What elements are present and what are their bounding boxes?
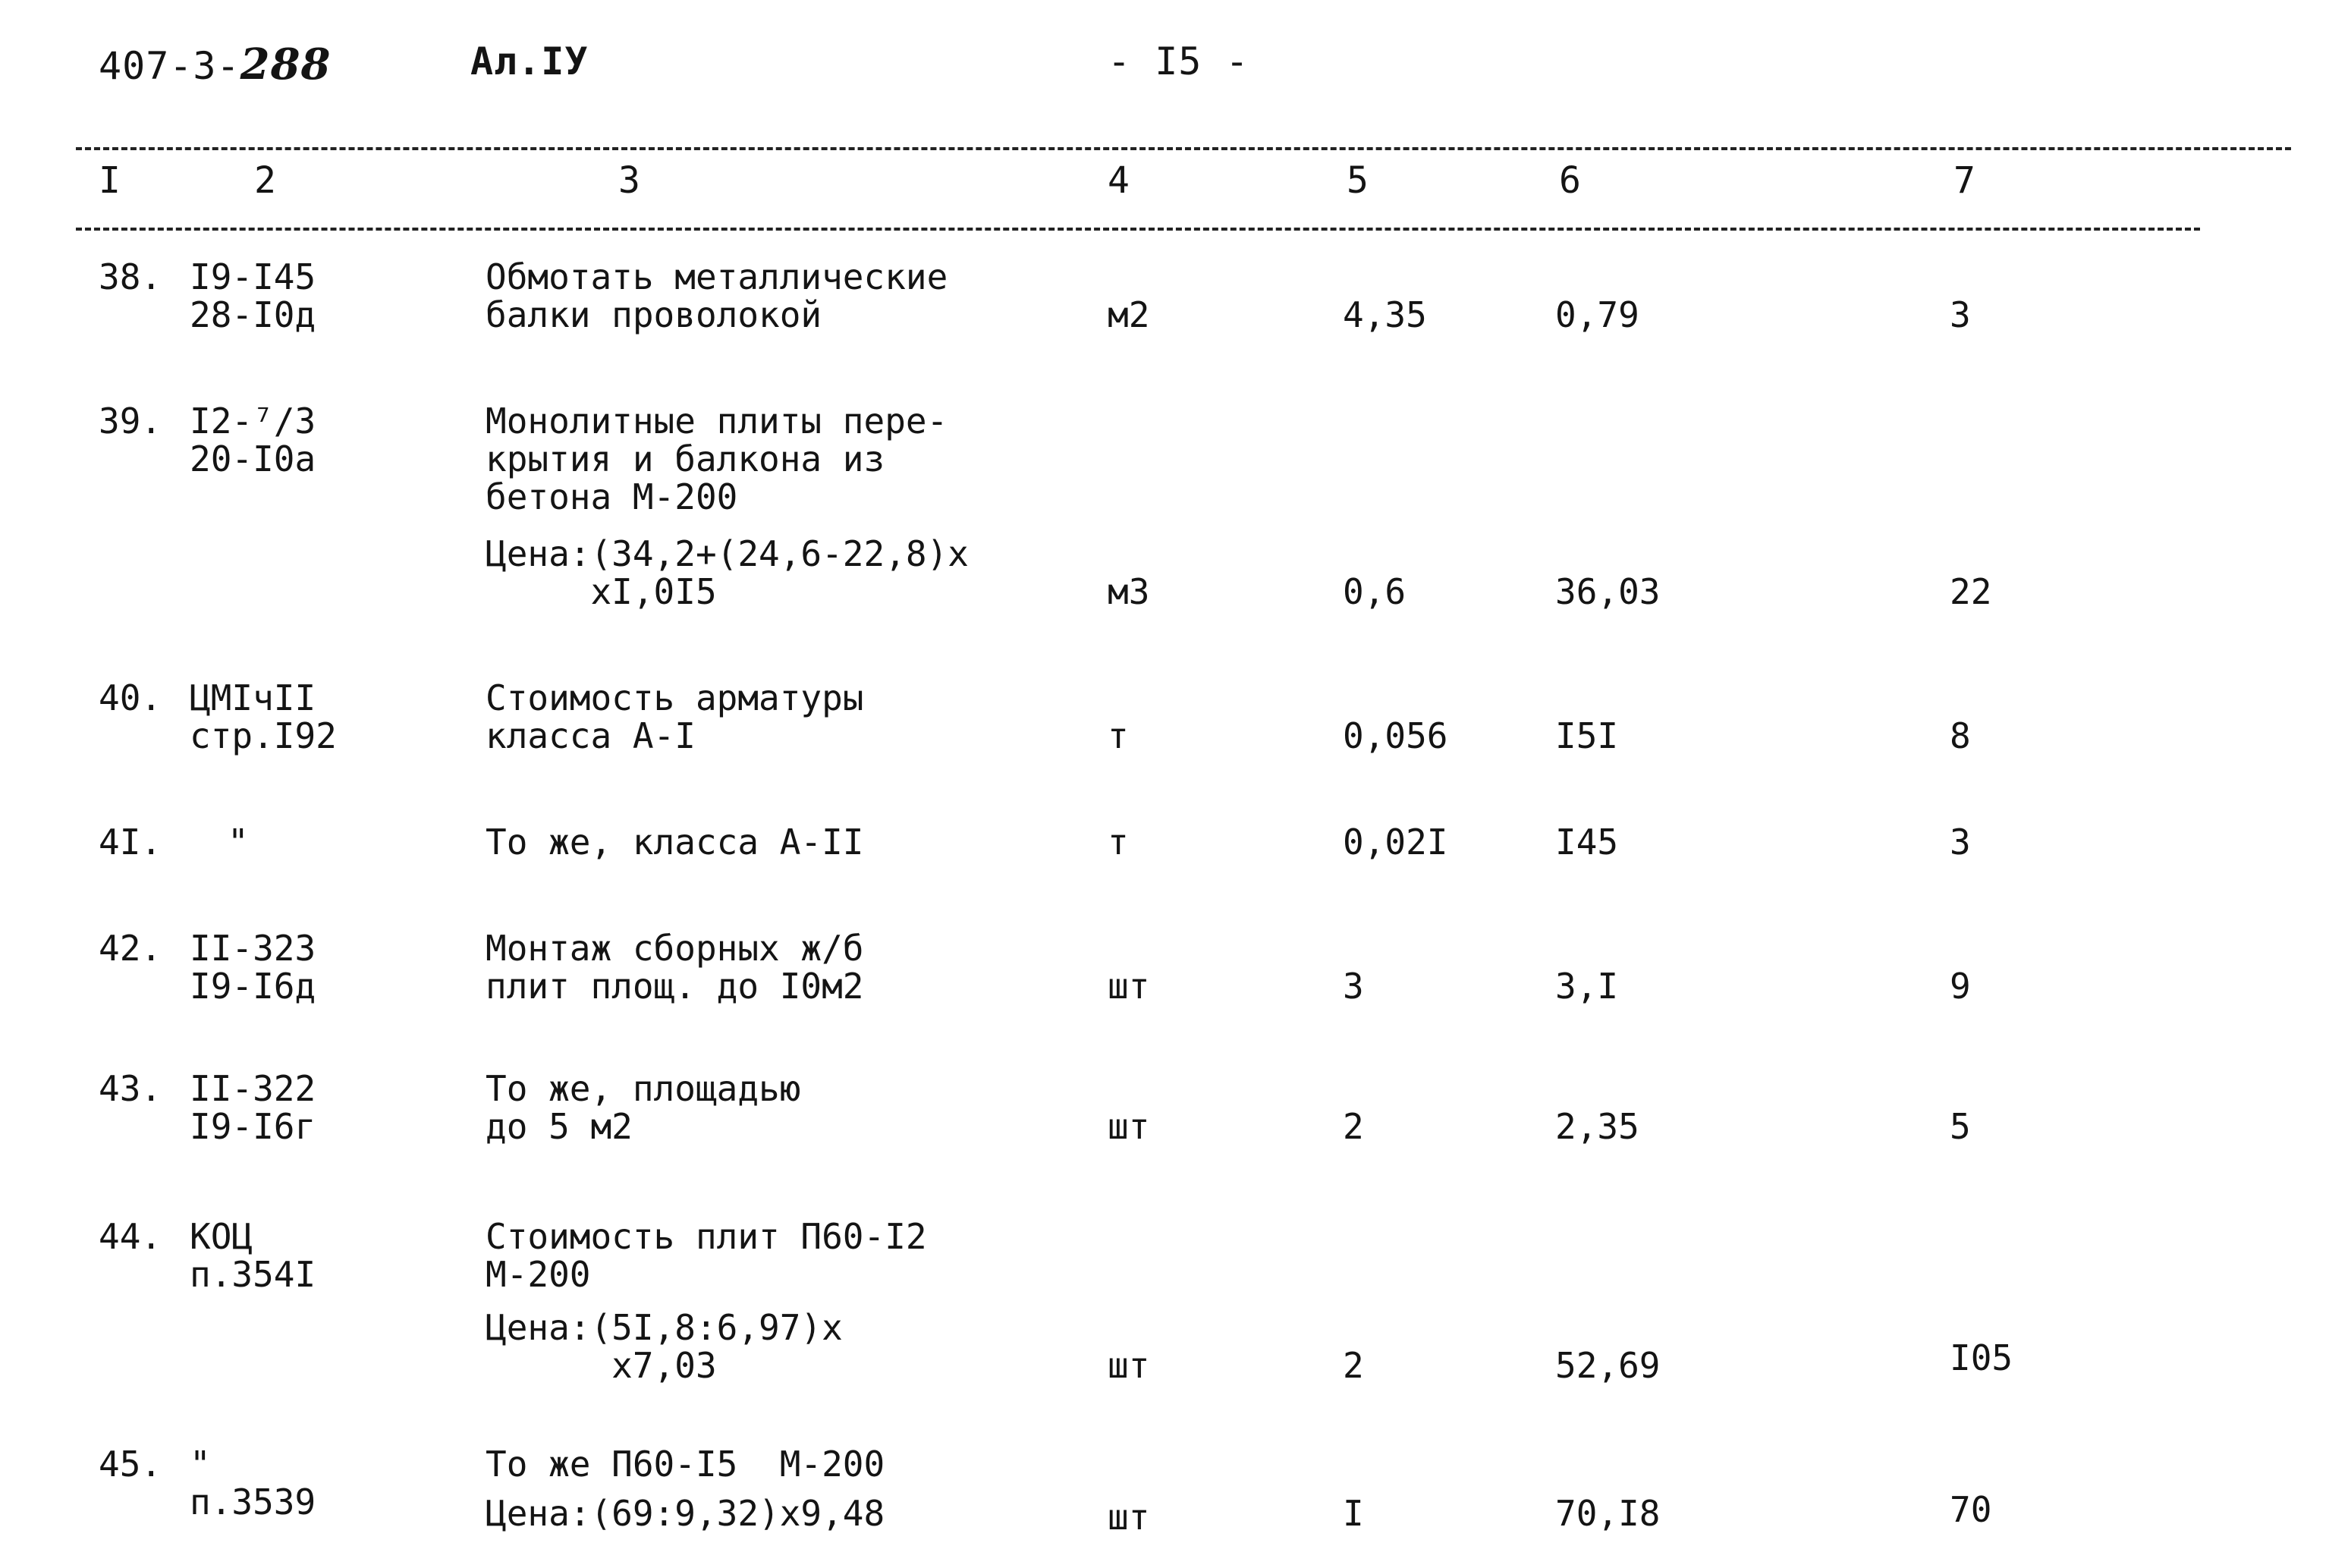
row-unit-price: 36,03 <box>1555 571 1661 612</box>
row-price-formula: Цена:(5I,8:6,97)x x7,03 <box>486 1307 843 1386</box>
row-total-cost: 22 <box>1950 571 1992 612</box>
row-code: II-322 I9-I6г <box>190 1068 316 1147</box>
row-quantity: 4,35 <box>1343 294 1427 335</box>
page-number: - I5 - <box>1108 39 1249 83</box>
row-code: I9-I45 28-I0д <box>190 256 316 335</box>
document-code-handwritten: 288 <box>240 39 332 90</box>
row-unit-price: 52,69 <box>1555 1345 1661 1386</box>
table-header-rule <box>76 228 2200 231</box>
row-quantity: 2 <box>1343 1345 1364 1386</box>
row-description: Стоимость арматуры класса А-I <box>486 677 864 756</box>
row-code: ЦМIчII стр.I92 <box>190 677 337 756</box>
row-number: 44. <box>99 1216 162 1257</box>
row-unit-price: 3,I <box>1555 966 1619 1007</box>
row-total-cost: I05 <box>1950 1337 2013 1378</box>
row-total-cost: 9 <box>1950 966 1971 1007</box>
row-number: 40. <box>99 677 162 718</box>
row-price-formula: Цена:(34,2+(24,6-22,8)x xI,0I5 <box>486 533 969 612</box>
row-description: Монолитные плиты пере- крытия и балкона из бетона М-200 <box>486 401 948 517</box>
row-quantity: I <box>1343 1493 1364 1534</box>
row-quantity: 3 <box>1343 966 1364 1007</box>
row-unit: м3 <box>1108 571 1150 612</box>
table-top-rule <box>76 147 2291 150</box>
row-unit: шт <box>1108 966 1150 1007</box>
row-number: 45. <box>99 1444 162 1485</box>
album-number: Ал.IУ <box>470 39 589 83</box>
row-description: Обмотать металлические балки проволокой <box>486 256 948 335</box>
row-code: КОЦ п.354I <box>190 1216 316 1295</box>
row-unit-price: I5I <box>1555 715 1619 756</box>
row-quantity: 2 <box>1343 1106 1364 1147</box>
row-unit: т <box>1108 715 1129 756</box>
column-header-2: 2 <box>254 159 276 202</box>
row-description: Стоимость плит П60-I2 М-200 <box>486 1216 927 1295</box>
row-description: Монтаж сборных ж/б плит площ. до I0м2 <box>486 928 864 1007</box>
column-header-7: 7 <box>1953 159 1975 202</box>
column-header-5: 5 <box>1347 159 1369 202</box>
row-number: 38. <box>99 256 162 297</box>
document-code-prefix: 407-3- <box>99 44 240 88</box>
row-number: 4I. <box>99 822 162 863</box>
row-unit: м2 <box>1108 294 1150 335</box>
column-header-1: I <box>99 159 121 202</box>
row-price-formula: Цена:(69:9,32)x9,48 <box>486 1493 885 1534</box>
row-total-cost: 8 <box>1950 715 1971 756</box>
row-number: 39. <box>99 401 162 441</box>
row-unit-price: 0,79 <box>1555 294 1639 335</box>
row-number: 42. <box>99 928 162 969</box>
row-code: " п.3539 <box>190 1444 316 1522</box>
row-number: 43. <box>99 1068 162 1109</box>
row-unit: шт <box>1108 1345 1150 1386</box>
row-quantity: 0,6 <box>1343 571 1407 612</box>
row-unit: т <box>1108 822 1129 863</box>
row-description: То же, класса А-II <box>486 822 864 863</box>
row-total-cost: 70 <box>1950 1489 1992 1530</box>
row-total-cost: 3 <box>1950 294 1971 335</box>
row-code-ditto: " <box>228 822 249 863</box>
row-description: То же, площадью до 5 м2 <box>486 1068 801 1147</box>
document-code <box>99 39 332 90</box>
row-total-cost: 3 <box>1950 822 1971 863</box>
row-unit: шт <box>1108 1497 1150 1538</box>
row-unit: шт <box>1108 1106 1150 1147</box>
row-unit-price: 70,I8 <box>1555 1493 1661 1534</box>
row-quantity: 0,056 <box>1343 715 1448 756</box>
row-code: I2-⁷/3 20-I0а <box>190 401 316 479</box>
row-total-cost: 5 <box>1950 1106 1971 1147</box>
row-description: То же П60-I5 М-200 <box>486 1444 885 1485</box>
row-code: II-323 I9-I6д <box>190 928 316 1007</box>
row-quantity: 0,02I <box>1343 822 1448 863</box>
row-unit-price: 2,35 <box>1555 1106 1639 1147</box>
row-unit-price: I45 <box>1555 822 1619 863</box>
column-header-4: 4 <box>1108 159 1130 202</box>
column-header-6: 6 <box>1559 159 1581 202</box>
column-header-3: 3 <box>618 159 640 202</box>
